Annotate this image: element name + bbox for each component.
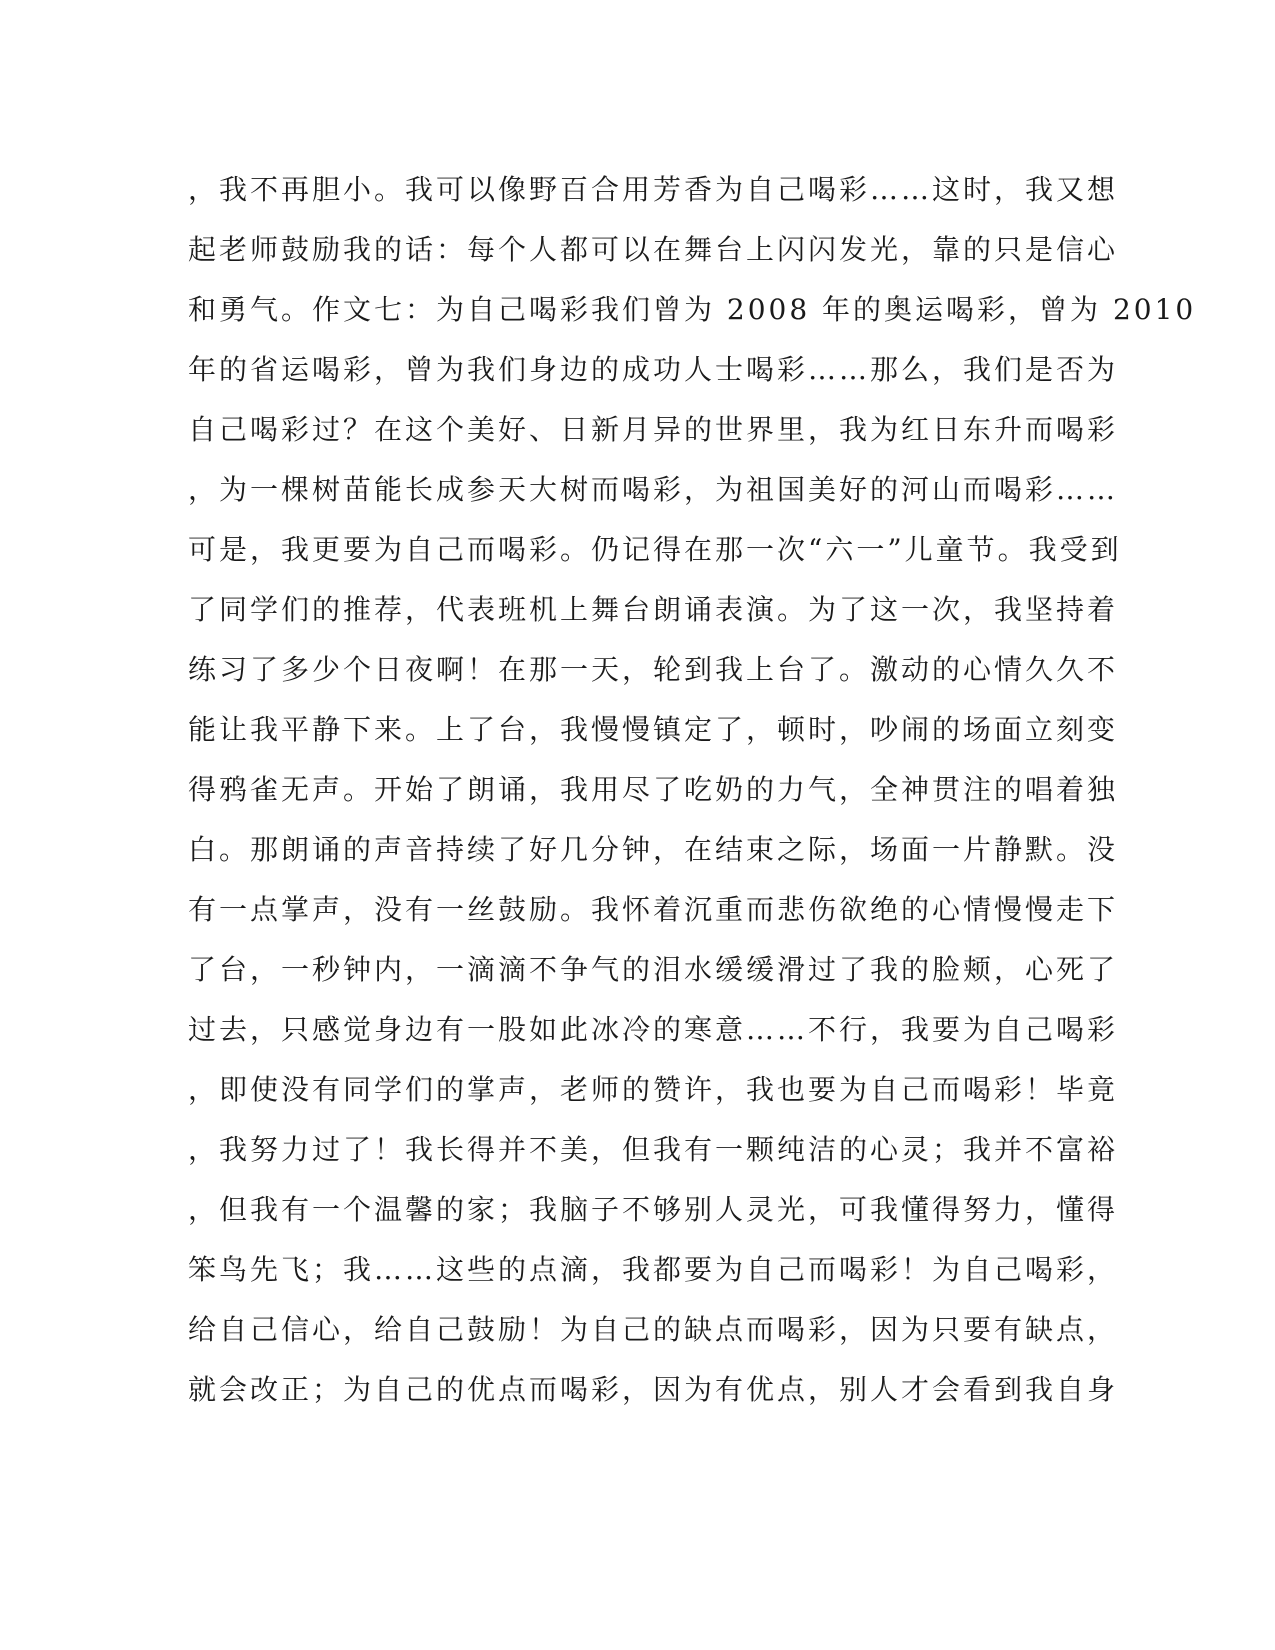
- text-line: 过去，只感觉身边有一股如此冰冷的寒意……不行，我要为自己喝彩: [188, 1013, 1119, 1046]
- text-line: 年的省运喝彩，曾为我们身边的成功人士喝彩……那么，我们是否为: [188, 353, 1119, 386]
- text-line: ，我努力过了！我长得并不美，但我有一颗纯洁的心灵；我并不富裕: [188, 1133, 1119, 1166]
- text-line: 白。那朗诵的声音持续了好几分钟，在结束之际，场面一片静默。没: [188, 833, 1119, 866]
- text-line: 得鸦雀无声。开始了朗诵，我用尽了吃奶的力气，全神贯注的唱着独: [188, 773, 1119, 806]
- text-line: 就会改正；为自己的优点而喝彩，因为有优点，别人才会看到我自身: [188, 1373, 1119, 1406]
- essay-body-text: [188, 160, 1197, 1420]
- text-line: 和勇气。作文七：为自己喝彩我们曾为 2008 年的奥运喝彩，曾为 2010: [188, 293, 1197, 326]
- text-line: 给自己信心，给自己鼓励！为自己的缺点而喝彩，因为只要有缺点，: [188, 1313, 1119, 1346]
- text-line: 了台，一秒钟内，一滴滴不争气的泪水缓缓滑过了我的脸颊，心死了: [188, 953, 1119, 986]
- text-line: ，我不再胆小。我可以像野百合用芳香为自己喝彩……这时，我又想: [188, 173, 1119, 206]
- text-line: 练习了多少个日夜啊！在那一天，轮到我上台了。激动的心情久久不: [188, 653, 1119, 686]
- text-line: ，为一棵树苗能长成参天大树而喝彩，为祖国美好的河山而喝彩……: [188, 473, 1119, 506]
- text-line: 能让我平静下来。上了台，我慢慢镇定了，顿时，吵闹的场面立刻变: [188, 713, 1119, 746]
- text-line: 有一点掌声，没有一丝鼓励。我怀着沉重而悲伤欲绝的心情慢慢走下: [188, 893, 1119, 926]
- text-line: ，但我有一个温馨的家；我脑子不够别人灵光，可我懂得努力，懂得: [188, 1193, 1119, 1226]
- text-line: 起老师鼓励我的话：每个人都可以在舞台上闪闪发光，靠的只是信心: [188, 233, 1119, 266]
- text-line: 笨鸟先飞；我……这些的点滴，我都要为自己而喝彩！为自己喝彩，: [188, 1253, 1119, 1286]
- text-line: 自己喝彩过？在这个美好、日新月异的世界里，我为红日东升而喝彩: [188, 413, 1119, 446]
- text-line: ，即使没有同学们的掌声，老师的赞许，我也要为自己而喝彩！毕竟: [188, 1073, 1119, 1106]
- text-line: 了同学们的推荐，代表班机上舞台朗诵表演。为了这一次，我坚持着: [188, 593, 1119, 626]
- text-line: 可是，我更要为自己而喝彩。仍记得在那一次“六一”儿童节。我受到: [188, 533, 1122, 566]
